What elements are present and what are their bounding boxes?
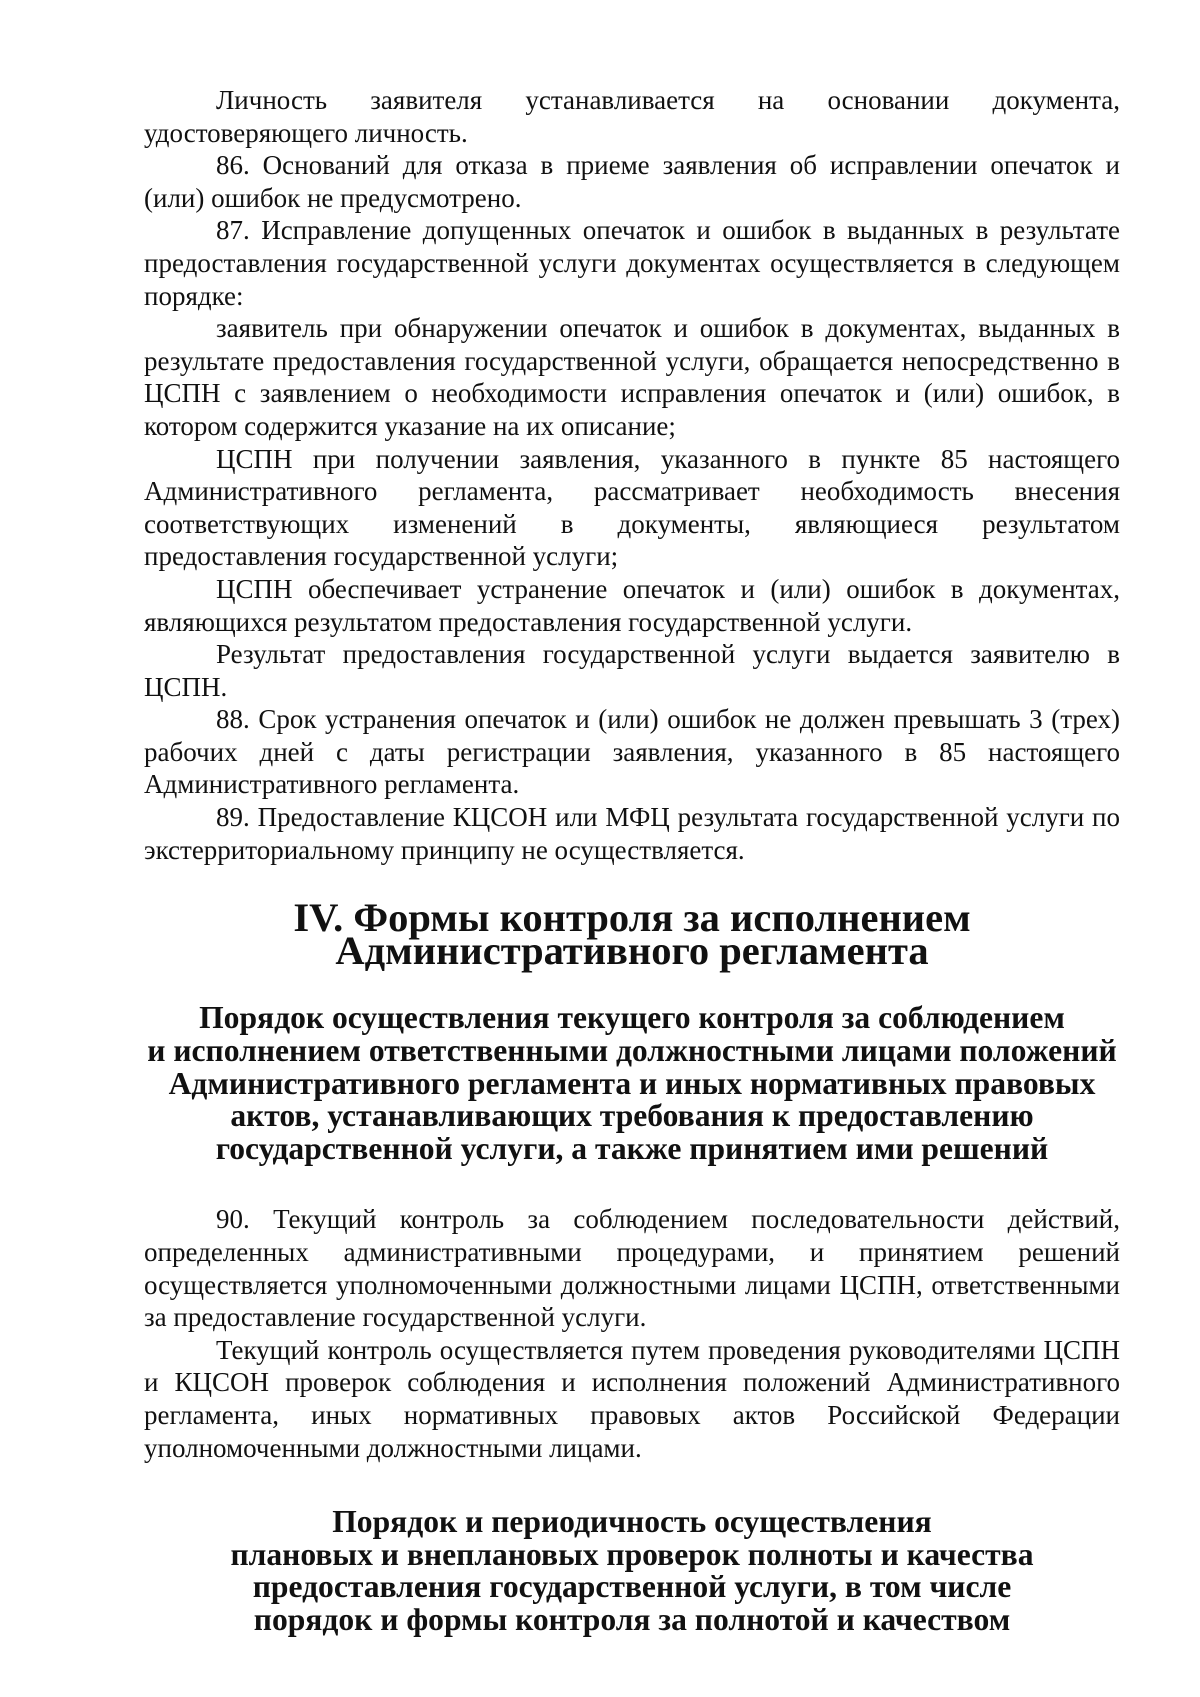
paragraph-89: 89. Предоставление КЦСОН или МФЦ результата государственной услуги по экстерриториальному принципу не осуществляется.	[144, 802, 1120, 865]
paragraph-87: 87. Исправление допущенных опечаток и ошибок в выданных в результате предоставления государственной услуги документах осуществляется в следующем порядке:	[144, 215, 1120, 311]
section-heading-line: Административного регламента	[335, 927, 929, 973]
paragraph-87-review: ЦСПН при получении заявления, указанного в пункте 85 настоящего Административного регламента, рассматривает необходимость внесения соответствующих изменений в документы, являющиеся результатом предоставления государственной услуги;	[144, 443, 1120, 572]
subheading-current-control	[144, 1002, 1120, 1165]
section-heading	[144, 895, 1120, 973]
paragraph-86: 86. Оснований для отказа в приеме заявления об исправлении опечаток и (или) ошибок не предусмотрено.	[144, 150, 1120, 213]
section-heading-line: IV. Формы контроля за исполнением	[293, 895, 971, 941]
subheading-line: порядок и формы контроля за полнотой и качеством	[253, 1601, 1011, 1637]
paragraph-87-result: Результат предоставления государственной услуги выдается заявителю в ЦСПН.	[144, 639, 1120, 702]
subheading-line: актов, устанавливающих требования к предоставлению	[230, 1098, 1034, 1134]
paragraph-current-control: Текущий контроль осуществляется путем проведения руководителями ЦСПН и КЦСОН проверок соблюдения и исполнения положений Административного регламента, иных нормативных правовых актов Российской Федерации уполномоченными должностными лицами.	[144, 1334, 1120, 1463]
subheading-inspections	[144, 1506, 1120, 1636]
subheading-line: Административного регламента и иных нормативных правовых	[168, 1065, 1096, 1101]
paragraph-87-applicant: заявитель при обнаружении опечаток и ошибок в документах, выданных в результате предоставления государственной услуги, обращается непосредственно в ЦСПН с заявлением о необходимости исправления опечаток и (или) ошибок, в котором содержится указание на их описание;	[144, 313, 1120, 441]
subheading-line: Порядок осуществления текущего контроля за соблюдением	[199, 1000, 1065, 1036]
spacer	[144, 1464, 1120, 1506]
subheading-line: государственной услуги, а также принятием ими решений	[215, 1130, 1049, 1166]
subheading-line: и исполнением ответственными должностными лицами положений	[147, 1033, 1117, 1069]
document-page	[144, 84, 1120, 1637]
paragraph-87-correction: ЦСПН обеспечивает устранение опечаток и (или) ошибок в документах, являющихся результатом предоставления государственной услуги.	[144, 573, 1120, 637]
paragraph-90: 90. Текущий контроль за соблюдением последовательности действий, определенных административными процедурами, и принятием решений осуществляется уполномоченными должностными лицами ЦСПН, ответственными за предоставление государственной услуги.	[144, 1204, 1120, 1333]
subheading-line: плановых и внеплановых проверок полноты и качества	[230, 1536, 1034, 1572]
paragraph-identity: Личность заявителя устанавливается на основании документа, удостоверяющего личность.	[144, 85, 1120, 148]
spacer	[144, 1165, 1120, 1203]
paragraph-88: 88. Срок устранения опечаток и (или) ошибок не должен превышать 3 (трех) рабочих дней с даты регистрации заявления, указанного в 85 настоящего Административного регламента.	[144, 704, 1120, 800]
subheading-line: Порядок и периодичность осуществления	[332, 1504, 932, 1540]
subheading-line: предоставления государственной услуги, в том числе	[252, 1569, 1012, 1605]
